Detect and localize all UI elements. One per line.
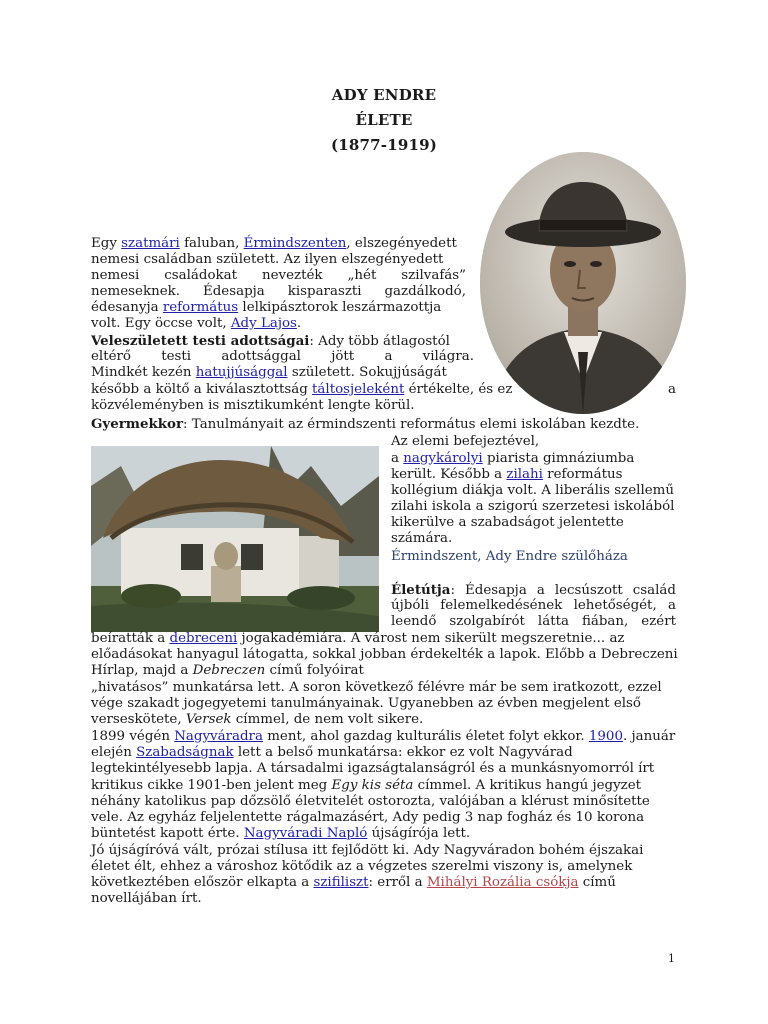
p5-line5: néhány katolikus pap dőzsölő életvitelét ostorozta, valójában a klérust minősítette: [91, 794, 650, 809]
p3-line8: számára.: [391, 531, 453, 546]
p6-line1: Jó újságíróvá vált, prózai stílusa itt fejlődött ki. Ady Nagyváradon bohém éjszakai: [91, 843, 644, 858]
link-nagyvarad[interactable]: Nagyváradra: [174, 729, 263, 744]
link-ermindszent[interactable]: Érmindszenten: [243, 236, 347, 251]
link-szabadsag[interactable]: Szabadságnak: [136, 745, 234, 760]
p4-line3: leendő szolgabírót látta fiában, ezért: [391, 614, 676, 629]
title-name: ADY ENDRE: [331, 86, 437, 104]
p2-line2: eltérő testi adottsággal jött a világra.: [91, 349, 474, 364]
p4-line1: Életútja: Édesapja a lecsúszott család: [391, 582, 676, 598]
p3-line1: Gyermekkor: Tanulmányait az érmindszenti református elemi iskolában kezdte.: [91, 416, 640, 432]
link-zilah[interactable]: zilahi: [506, 467, 543, 482]
link-nagykaroly[interactable]: nagykárolyi: [403, 451, 483, 466]
p5-line2: elején Szabadságnak lett a belső munkatársa: ekkor ez volt Nagyvárad: [91, 745, 573, 760]
heading-veleszuletett: Veleszületett testi adottságai: [91, 333, 310, 349]
p2-line1: Veleszületett testi adottságai: Ady több átlagostól: [91, 333, 450, 349]
p3-line6: zilahi iskola a szigorú szerzetesi iskolából: [391, 499, 675, 514]
link-debrecen[interactable]: debreceni: [169, 631, 238, 646]
p4-line7: „hivatásos” munkatársa lett. A soron következő félévre már be sem iratkozott, ezzel: [91, 680, 662, 695]
p1-line5: édesanyja református lelkipásztorok leszármazottja: [91, 300, 442, 315]
p6-line2: életet élt, ehhez a városhoz kötődik az a végzetes szerelmi viszony is, amelynek: [91, 859, 633, 874]
link-szatmari[interactable]: szatmári: [121, 236, 180, 251]
p5-line6: vele. Az egyház feljelentette rágalmazásért, Ady pedig 3 nap fogház és 10 korona: [91, 810, 645, 825]
link-ady-lajos[interactable]: Ady Lajos: [230, 316, 297, 331]
p5-line3: legtekintélyesebb lapja. A társadalmi igazságtalanságról és a munkásnyomorról írt: [91, 761, 655, 776]
p2-line4: később a költő a kiválasztottság táltosjeleként értékelte, és ez: [91, 382, 513, 397]
p5-line7: büntetést kapott érte. Nagyváradi Napló újságírója lett.: [91, 826, 471, 841]
p5-line1: 1899 végén Nagyváradra ment, ahol gazdag kulturális életet folyt ekkor. 1900. január: [91, 729, 676, 744]
p4-line4: beíratták a debreceni jogakadémiára. A várost nem sikerült megszeretnie... az: [91, 631, 625, 646]
p3-line7: kikerülve a szabadságot jelentette: [391, 515, 624, 530]
portrait-photo: [480, 152, 686, 414]
link-szifilisz[interactable]: szifiliszt: [313, 875, 369, 890]
p4-line8: vége szakadt jogegyetemi tanulmányainak. Ugyanebben az évben megjelent első: [91, 696, 641, 711]
link-nagyvaradi-naplo[interactable]: Nagyváradi Napló: [243, 826, 368, 841]
p3-line2: Az elemi befejeztével,: [391, 434, 540, 449]
p4-line5: előadásokat hanyagul látogatta, sokkal jobban érdekelték a lapok. Előbb a Debreczeni: [91, 647, 678, 662]
p2-line5: közvéleményben is misztikumként lengte körül.: [91, 398, 415, 413]
p3-line5: kollégium diákja volt. A liberális szellemű: [391, 483, 674, 498]
versek-title: Versek: [185, 712, 232, 727]
p3-line3: a nagykárolyi piarista gimnáziumba: [391, 451, 635, 466]
p4-line2: újbóli felemelkedésének lehetőségét, a: [391, 598, 676, 613]
p1-line2: nemesi családban született. Az ilyen elszegényedett: [91, 252, 444, 267]
title-years: (1877-1919): [330, 136, 438, 154]
p4-line6: Hírlap, majd a Debreczen című folyóirat: [91, 663, 364, 678]
p5-line4: kritikus cikke 1901-ben jelent meg Egy kis séta címmel. A kritikus hangú jegyzet: [91, 778, 642, 793]
p2-line3: Mindkét kezén hatujjúsággal született. Sokujjúságát: [91, 365, 447, 380]
debreczen-title: Debreczen: [192, 663, 266, 678]
p3-line4: került. Később a zilahi református: [391, 467, 623, 482]
link-reformatus[interactable]: református: [162, 300, 239, 315]
link-mihalyi-rozalia[interactable]: Mihályi Rozália csókja: [426, 875, 579, 890]
page-number: 1: [668, 952, 675, 965]
heading-eletutja: Életútja: [391, 582, 451, 598]
p1-line1: Egy szatmári faluban, Érmindszenten, elszegényedett: [91, 236, 457, 251]
p1-line3: nemesi családokat nevezték „hét szilvafás”: [91, 268, 466, 283]
p6-line4: novellájában írt.: [91, 891, 202, 906]
egy-kis-seta-title: Egy kis séta: [331, 778, 414, 793]
link-taltosjel[interactable]: táltosjeleként: [312, 382, 405, 397]
p2-line4-end: a: [668, 382, 676, 397]
p6-line3: következtében először elkapta a szifiliszt: erről a Mihályi Rozália csókja című: [91, 875, 616, 890]
photo-caption: Érmindszent, Ady Endre szülőháza: [391, 549, 628, 564]
house-photo: [91, 446, 379, 632]
p1-line4: nemeseknek. Édesapja kisparaszti gazdálkodó,: [91, 284, 466, 299]
title-life: ÉLETE: [355, 111, 413, 129]
link-1900[interactable]: 1900: [588, 729, 623, 744]
p4-line9: verseskötete, Versek címmel, de nem volt sikere.: [91, 712, 424, 727]
p1-line6: volt. Egy öccse volt, Ady Lajos.: [91, 316, 302, 331]
link-hatujjusag[interactable]: hatujjúsággal: [195, 365, 288, 380]
heading-gyermekkor: Gyermekkor: [91, 416, 184, 432]
